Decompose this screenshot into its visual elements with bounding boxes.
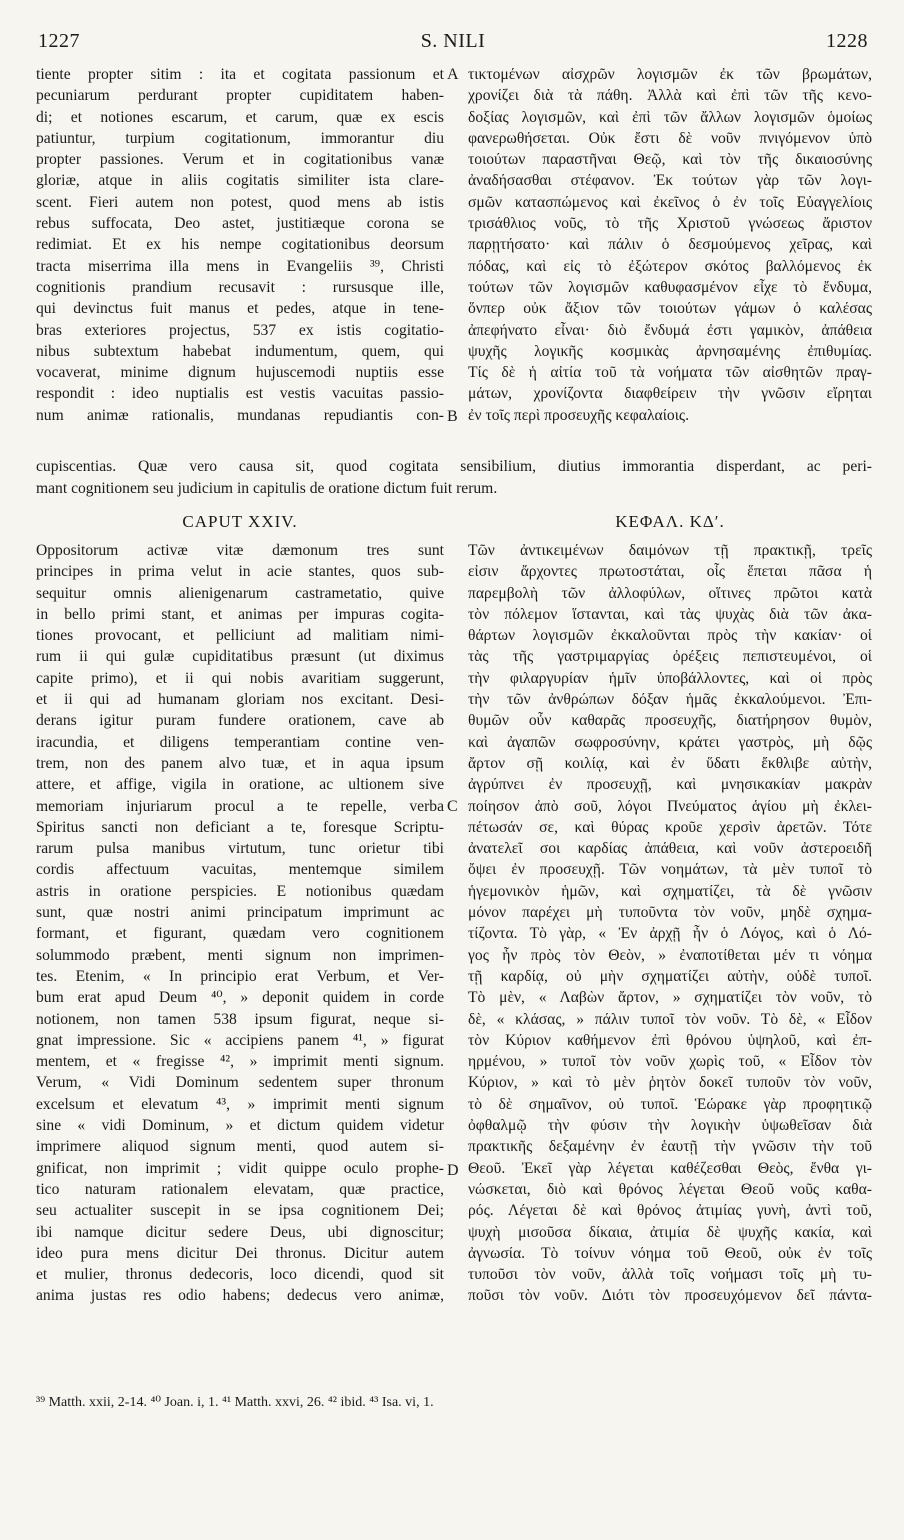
text-line: sequitur omnis alienigenarum castrametatio, quive (36, 584, 444, 602)
text-line: di; et notiones escarum, et carum, quæ ex escis (36, 108, 444, 126)
text-line: anima justas res odio habens; dedecus vero animæ, (36, 1287, 444, 1305)
text-line: Τὸ μὲν, « Λαβὼν ἄρτον, » σχηματίζει τὸν νοῦν, τὸ (468, 989, 872, 1007)
text-line: attere, et affige, vigila in oratione, ac ultionem sive (36, 776, 444, 794)
left-page-number: 1227 (38, 30, 80, 52)
text-line: ποίησον ἀπὸ σοῦ, λόγοι Πνεύματος ἁγίου μὴ ἐκλει- (468, 797, 872, 815)
text-line: Θεοῦ. Ἐκεῖ γὰρ λέγεται καθέζεσθαι Θεὸς, ἔνθα γι- (468, 1159, 872, 1177)
spanning-line-2: mant cognitionem seu judicium in capitulis de oratione dictum fuit rerum. (36, 480, 498, 497)
text-line: bum erat apud Deum ⁴⁰, » deponit quidem in corde (36, 989, 444, 1007)
margin-letter-d: D (447, 1162, 459, 1179)
margin-letter-a: A (447, 66, 459, 83)
text-line: nibus subtextum habebat indumentum, quem, qui (36, 342, 444, 360)
text-line: ἀναδήσασθαι στέφανον. Ἐκ τούτων γὰρ τῶν λογι- (468, 172, 872, 190)
text-line: ψυχὴ μισοῦσα δίκαια, ἀτιμία δὲ ψυχῆς κακία, καὶ (468, 1223, 872, 1241)
text-line: τίζοντα. Τὸ γὰρ, « Ἐν ἀρχῇ ἦν ὁ Λόγος, καὶ ὁ Λό- (468, 925, 872, 943)
text-line: ideo pura mens dicitur Dei thronus. Dicitur autem (36, 1244, 444, 1262)
caput-heading-greek: ΚΕΦΑΛ. ΚΔʹ. (615, 512, 725, 531)
text-line: ὀφθαλμῷ τὴν φύσιν τὴν λογικὴν ὑψωθεῖσαν διὰ (468, 1117, 872, 1135)
running-title: S. NILI (420, 30, 486, 52)
text-line: num animæ rationalis, mundanas repudiantis con- (36, 406, 444, 424)
text-line: gloriæ, atque in aliis cogitatis similiter ista clare- (36, 172, 444, 190)
text-line: ἄρτον σῇ κοιλίᾳ, καὶ ἐν ὕδατι ἔκθλιβε αὐτὴν, (468, 754, 872, 772)
text-line: ἐν τοῖς περὶ προσευχῆς κεφαλαίοις. (468, 406, 689, 424)
text-line: Verum, « Vidi Dominum sedentem super thronum (36, 1074, 444, 1092)
text-line: cordis affectuum vacuitas, mentemque similem (36, 861, 444, 879)
text-line: bras exteriores projectus, 537 ex istis cogitatio- (36, 321, 444, 339)
text-line: gnat impressione. Sic « accipiens panem ⁴¹, » figurat (36, 1031, 444, 1049)
text-line: παρεμβολὴ τῶν ἀλλοφύλων, οἵτινες πρῶτοι κατὰ (468, 584, 872, 602)
text-line: et mulier, thronus dedecoris, loco dicendi, quod sit (36, 1266, 444, 1284)
text-line: ὅνπερ οὐκ ἄξιον τῶν τοιούτων γάμων ὁ καλέσας (468, 300, 872, 318)
text-line: ἀγνωσία. Τὸ τοίνυν νόημα τοῦ Θεοῦ, οὐκ ἐν τοῖς (468, 1244, 872, 1262)
text-line: gnificat, non imprimit ; vidit quippe oculo prophe- (36, 1159, 444, 1177)
text-line: propter passiones. Verum et in cogitationibus vanæ (36, 151, 444, 169)
text-line: vocaverat, minime dignum hujuscemodi nuptiis esse (36, 364, 444, 382)
text-line: τρισάθλιος νοῦς, τὸ τῆς Χριστοῦ γνώσεως ἄριστον (468, 215, 872, 233)
text-line: tico naturam rationalem elevatam, quæ practice, (36, 1180, 444, 1198)
text-line: trem, non des panem alvo tuæ, et in aqua ipsum (36, 754, 444, 772)
text-line: et ii qui ad humanam gloriam nos excitant. Desi- (36, 691, 444, 709)
text-line: seu actualiter suscepit in se ipsa cognitionem Dei; (36, 1202, 444, 1220)
text-line: ρός. Λέγεται δὲ καὶ θρόνος ἀτιμίας γυνὴ, ἀντὶ τοῦ, (468, 1202, 872, 1220)
text-line: καὶ ἀγαπῶν σωφροσύνην, κράτει γαστρὸς, μὴ δῷς (468, 733, 872, 751)
text-line: formant, et figurant, quædam vero cognitionem (36, 925, 444, 943)
text-line: τούτων τῶν λογισμῶν καθυφασμένον εἶχε τὸ ἔνδυμα, (468, 278, 872, 296)
footnotes: ³⁹ Matth. xxii, 2-14. ⁴⁰ Joan. i, 1. ⁴¹ Matth. xxvi, 26. ⁴² ibid. ⁴³ Isa. vi, 1. (36, 1395, 434, 1410)
text-line: respondit : ideo nuptialis est vestis vacuitas passio- (36, 385, 444, 403)
right-page-number: 1228 (825, 30, 868, 52)
text-line: ibi namque dicitur sedere Deus, ubi dignoscitur; (36, 1223, 444, 1241)
text-line: τὴν τῶν ἀνθρώπων δόξαν ἡμᾶς ἐκκαλούμενοι. Ἐπι- (468, 691, 872, 709)
margin-letter-c: C (447, 798, 458, 815)
text-line: πόδας, καὶ εἰς τὸ ἐξώτερον σκότος βαλλόμενος ἐκ (468, 257, 872, 275)
text-line: ἀγρύπνει ἐν προσευχῇ, καὶ μνησικακίαν μακρὰν (468, 776, 872, 794)
text-line: τὰς τῆς γαστριμαργίας ὀρέξεις πεπιστευμένοι, οἱ (468, 648, 872, 666)
text-line: πρακτικῆς δεξαμένην ἐν ἑαυτῇ τὴν γνῶσιν τὴν τοῦ (468, 1138, 872, 1156)
text-line: patiuntur, turpium cogitationum, immorantur diu (36, 129, 444, 147)
text-line: tracta miserrima illa mens in Evangeliis ³⁹, Christi (36, 257, 444, 275)
text-line: ποῦσι τὸν νοῦν. Διότι τὸν προσευχόμενον δεῖ πάντα- (468, 1287, 872, 1305)
text-line: iracundia, et diligens temperantiam contine ven- (36, 733, 444, 751)
text-line: εἰσιν ἄρχοντες πρωτοστάται, οἷς ἕπεται πᾶσα ἡ (468, 563, 872, 581)
text-line: πέτωσάν σε, καὶ θύρας κροῦε χερσὶν ἀρετῶν. Τότε (468, 818, 872, 836)
text-line: tiente propter sitim : ita et cogitata passionum et (36, 66, 444, 83)
text-line: pecuniarum perdurant propter cupiditatem haben- (36, 87, 444, 105)
text-line: qui devinctus fuit manus et pedes, atque in tene- (36, 300, 444, 318)
text-line: ἡγεμονικὸν ἡμῶν, καὶ σχηματίζει, τὰ δὲ γνῶσιν (468, 882, 872, 900)
text-line: in bello primi stant, et animas per impuras cogita- (36, 605, 444, 623)
text-line: Oppositorum activæ vitæ dæmonum tres sunt (36, 542, 444, 559)
spanning-line-1: cupiscentias. Quæ vero causa sit, quod cogitata sensibilium, diutius immorantia disperdant, ac peri- (36, 458, 872, 475)
text-line: tiones provocant, et pelliciunt ad malitiam nimi- (36, 627, 444, 645)
text-line: θάρτων λογισμῶν ἐκκαλοῦνται πρὸς τὴν κακίαν· οἱ (468, 627, 872, 645)
text-line: scent. Fieri autem non potest, quod mens ab istis (36, 193, 444, 211)
text-line: θυμῶν οὖν καθαρᾶς προσευχῆς, διατήρησον θυμὸν, (468, 712, 872, 730)
text-line: μάτων, χρονίζοντα διαφθείρειν τὴν γνῶσιν εἴρηται (468, 385, 872, 403)
text-line: ψυχῆς λογικῆς κοσμικὰς ἀρνησαμένης ἐπιθυμίας. (468, 342, 872, 360)
text-line: astris in oratione perspicies. E notionibus quædam (36, 882, 444, 900)
text-line: δοξίας λογισμῶν, καὶ ἐπὶ τῶν ἄλλων λογισμῶν ὁμοίως (468, 108, 872, 126)
caput-heading-latin: CAPUT XXIV. (182, 512, 298, 531)
text-line: derans igitur puram fundere orationem, cave ab (36, 712, 444, 730)
text-line: tes. Etenim, « In principio erat Verbum, et Ver- (36, 967, 444, 985)
text-line: τῇ καρδίᾳ, οὐ μὴν σχηματίζει αὐτὴν, οὐδὲ τυποῖ. (468, 967, 872, 985)
page-header (38, 30, 868, 60)
text-line: rebus suffocata, Deo astet, justitiæque corona se (36, 215, 444, 233)
text-line: παρῃτήσατο· καὶ πάλιν ὁ δεσμούμενος χεῖρας, καὶ (468, 236, 872, 254)
text-line: rarum pulsa manibus virtutum, tunc orietur tibi (36, 840, 444, 858)
top-left-column (36, 64, 444, 426)
text-line: φανερωθήσεται. Οὐκ ἔστι δὲ νοῦν πνιγόμενον ὑπὸ (468, 129, 872, 147)
text-line: sunt, quæ nostri animi principatum imprimunt ac (36, 904, 444, 922)
text-line: ἀνατελεῖ σοι καρδίας ἀπάθεια, καὶ νοῦν ἀστεροειδῆ (468, 840, 872, 858)
text-line: principes in prima velut in acie stantes, quos sub- (36, 563, 444, 581)
text-line: τὸν Κύριον καθήμενον ἐπὶ θρόνου ὑψηλοῦ, καὶ ἐπ- (468, 1031, 872, 1049)
text-line: σμῶν κατασπώμενος καὶ ἐκεῖνος ὁ ἐν τοῖς Εὐαγγελίοις (468, 193, 872, 211)
text-line: cognitionis prandium recusavit : rursusque ille, (36, 278, 444, 296)
text-line: memoriam injuriarum procul a te repelle, verba (36, 797, 444, 815)
text-line: rum ii qui gulæ cupiditatibus præsunt (ut diximus (36, 648, 444, 666)
text-line: τὸ δὲ σημαῖνον, οὐ τυποῖ. Ἑώρακε γὰρ προφητικῷ (468, 1095, 872, 1113)
text-line: excelsum et elevatum ⁴³, » imprimit menti signum (36, 1095, 444, 1113)
text-line: γος ἦν πρὸς τὸν Θεὸν, » ἐναποτίθεται μέν τι νόημα (468, 946, 872, 964)
latin-column (36, 540, 444, 1307)
text-line: ηρμένου, » τυποῖ τὸν νοῦν χωρὶς τοῦ, « Εἶδον τὸν (468, 1053, 872, 1071)
text-line: sine « vidi Dominum, » et dictum quidem videtur (36, 1117, 444, 1135)
top-right-column (468, 64, 872, 426)
text-line: τικτομένων αἰσχρῶν λογισμῶν ἐκ τῶν βρωμάτων, (468, 66, 872, 83)
text-line: τὸν πόλεμον ἵστανται, καὶ τὰς ψυχὰς διὰ τῶν ἀκα- (468, 605, 872, 623)
text-line: capite primo), et ii qui nobis avaritiam suggerunt, (36, 669, 444, 687)
text-line: solummodo præbent, menti signum non imprimen- (36, 946, 444, 964)
text-line: τὴν φιλαργυρίαν ἡμῖν ὑποβάλλοντες, καὶ οἱ πρὸς (468, 669, 872, 687)
text-line: μόνον παρέχει μὴ τυποῦντα τὸν νοῦν, μηδὲ σχημα- (468, 904, 872, 922)
text-line: imprimere aliquod signum menti, quod autem si- (36, 1138, 444, 1156)
text-line: redimiat. Et ex his nempe cogitationibus deorsum (36, 236, 444, 254)
text-line: τοιούτων παραστῆναι Θεῷ, καὶ τὸν τῆς δικαιοσύνης (468, 151, 872, 169)
greek-column (468, 540, 872, 1307)
text-line: τυποῦσι τὸν νοῦν, ἀλλὰ τοῖς νοήμασι τοῖς μὴ τυ- (468, 1266, 872, 1284)
text-line: ὄψει ἐν προσευχῇ. Τῶν νοημάτων, τὰ μὲν τυποῖ τὸ (468, 861, 872, 879)
margin-letter-b: B (447, 408, 458, 425)
text-line: Κύριον, » καὶ τὸ μὲν ῥητὸν δοκεῖ τυποῦν τὸν νοῦν, (468, 1074, 872, 1092)
text-line: mentem, et « fregisse ⁴², » imprimit menti signum. (36, 1053, 444, 1071)
text-line: δὲ, « κλάσας, » πάλιν τυποῖ τὸν νοῦν. Τὸ δὲ, « Εἶδον (468, 1010, 872, 1028)
text-line: Τῶν ἀντικειμένων δαιμόνων τῇ πρακτικῇ, τρεῖς (468, 542, 872, 559)
text-line: Τίς δὲ ἡ αἰτία τοῦ τὰ νοήματα τῶν αἰσθητῶν πραγ- (468, 364, 872, 382)
text-line: νώσκεται, διὸ καὶ θρόνος λέγεται Θεοῦ νοῦς καθα- (468, 1180, 872, 1198)
text-line: notionem, non tamen 538 ipsum figurat, neque si- (36, 1010, 444, 1028)
text-line: ἀπεφήνατο εἶναι· διὸ ἔνδυμά ἐστι γαμικὸν, ἀπάθεια (468, 321, 872, 339)
text-line: χρονίζει διὰ τὰ πάθη. Ἀλλὰ καὶ ἐπὶ τῶν τῆς κενο- (468, 87, 872, 105)
text-line: Spiritus sancti non deficiant a te, foresque Scriptu- (36, 818, 444, 836)
